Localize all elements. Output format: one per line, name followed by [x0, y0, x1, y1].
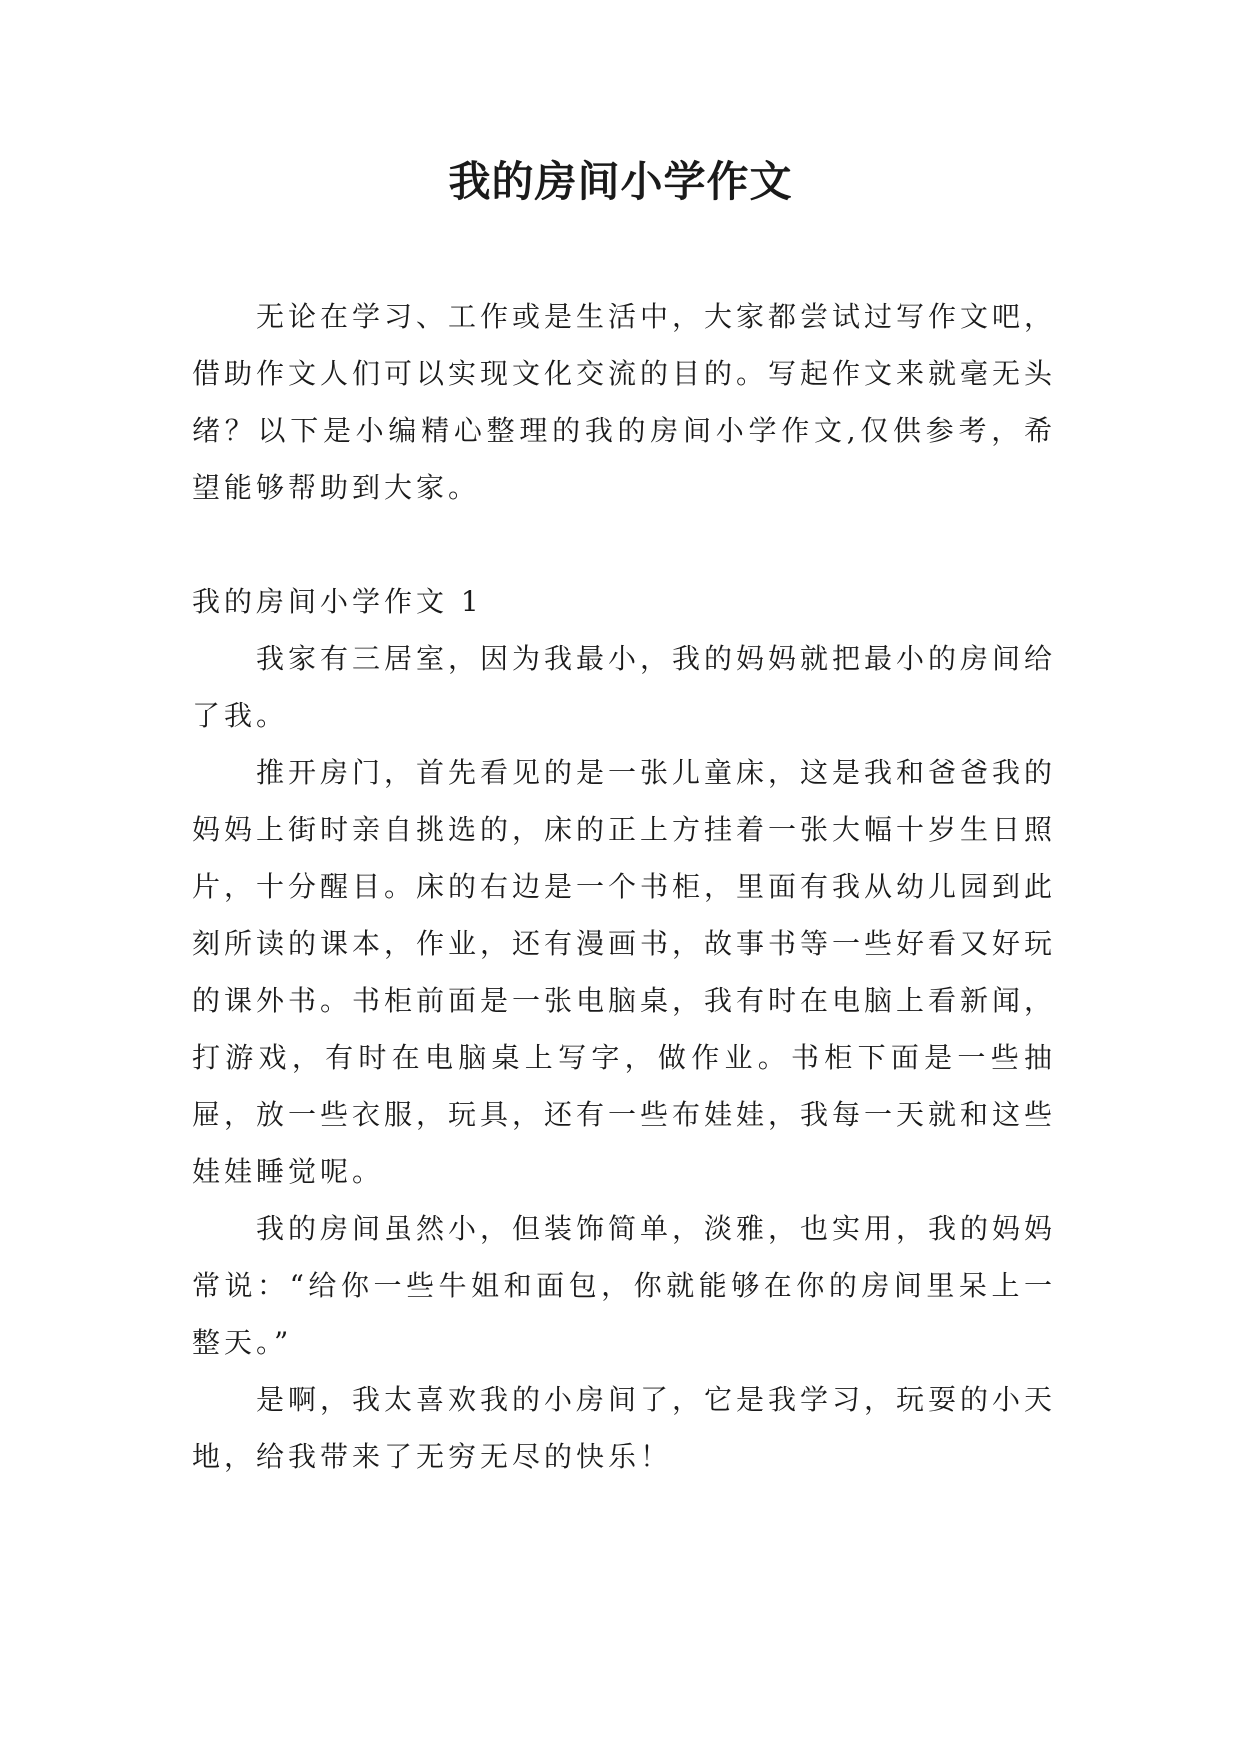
- body-paragraph: 我的房间虽然小，但装饰简单，淡雅，也实用，我的妈妈常说：“给你一些牛姐和面包，你就能够在你的房间里呆上一整天。”: [192, 1212, 1057, 1359]
- body-paragraph: 是啊，我太喜欢我的小房间了，它是我学习，玩耍的小天地，给我带来了无穷无尽的快乐！: [192, 1383, 1057, 1473]
- body-paragraph: 推开房门，首先看见的是一张儿童床，这是我和爸爸我的妈妈上街时亲自挑选的，床的正上方挂着一张大幅十岁生日照片，十分醒目。床的右边是一个书柜，里面有我从幼儿园到此刻所读的课本，作业，还有漫画书，故事书等一些好看又好玩的课外书。书柜前面是一张电脑桌，我有时在电脑上看新闻，打游戏，有时在电脑桌上写字，做作业。书柜下面是一些抽屉，放一些衣服，玩具，还有一些布娃娃，我每一天就和这些娃娃睡觉呢。: [192, 756, 1057, 1188]
- document-body: [192, 288, 1056, 1485]
- body-paragraph: 我家有三居室，因为我最小，我的妈妈就把最小的房间给了我。: [192, 642, 1057, 732]
- intro-paragraph: 无论在学习、工作或是生活中，大家都尝试过写作文吧，借助作文人们可以实现文化交流的目的。写起作文来就毫无头绪？以下是小编精心整理的我的房间小学作文,仅供参考，希望能够帮助到大家。: [192, 300, 1057, 504]
- section-heading: 我的房间小学作文 1: [192, 585, 483, 618]
- paragraph-spacer: [192, 516, 1056, 573]
- document-title: 我的房间小学作文: [448, 157, 793, 206]
